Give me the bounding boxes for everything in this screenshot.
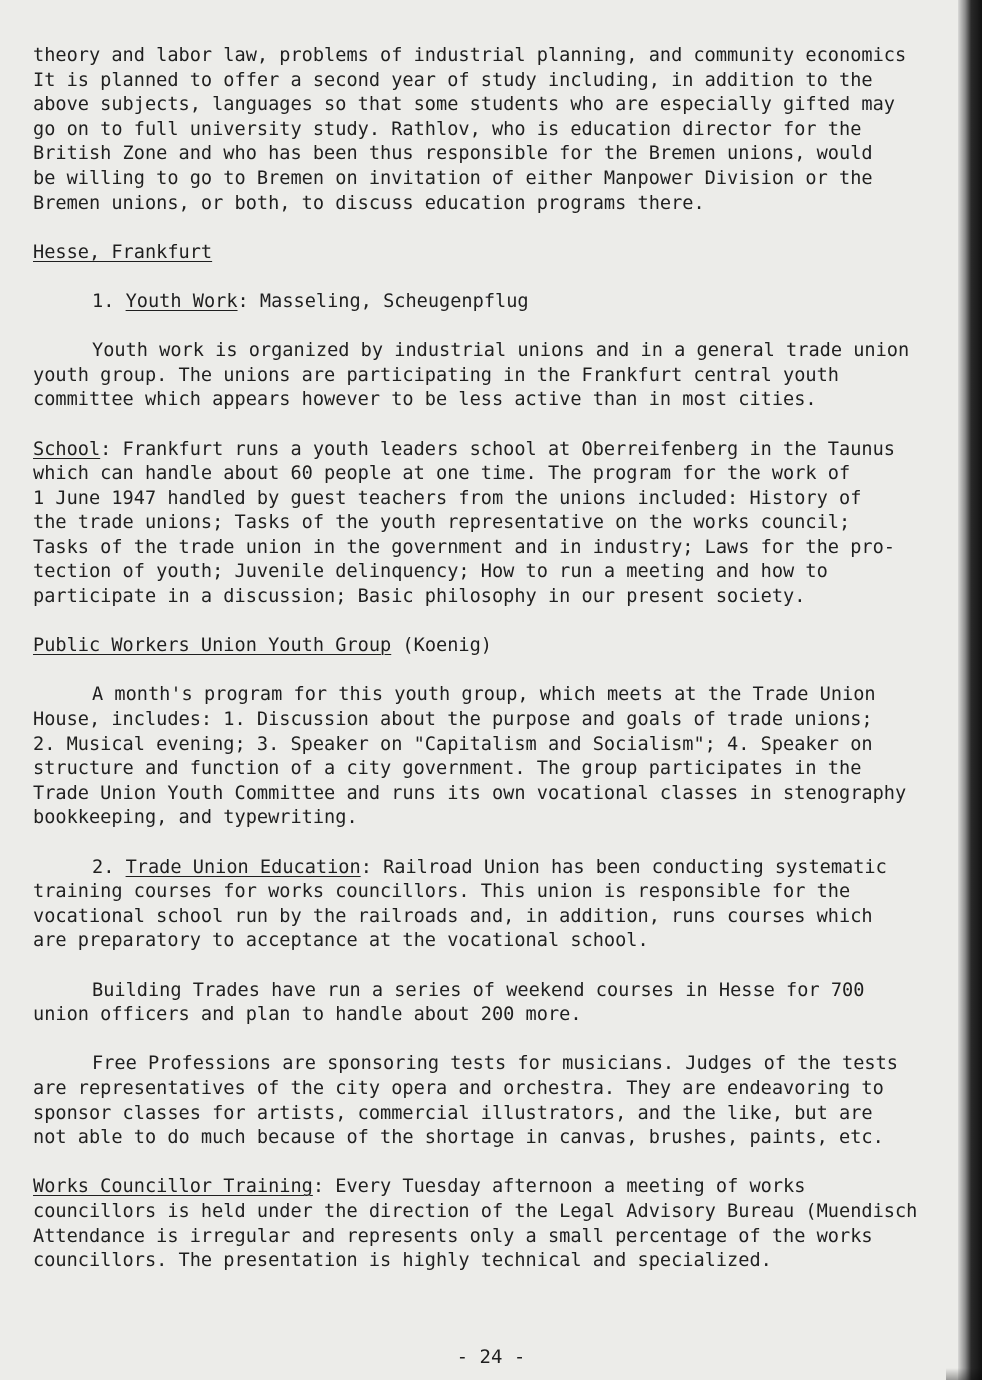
works-councillor-line-3: Attendance is irregular and represents only a small percentage of the works <box>33 1225 873 1247</box>
spacer <box>33 659 955 684</box>
intro-line-3: above subjects, languages so that some students who are especially gifted may <box>33 94 895 116</box>
section-heading: Hesse, Frankfurt <box>33 241 213 263</box>
works-councillor-line-2: councillors is held under the direction of the Legal Advisory Bureau (Muendisch <box>33 1200 918 1222</box>
free-professions-line-2: are representatives of the city opera and orchestra. They are endeavoring to <box>33 1077 884 1099</box>
spacer <box>33 1028 955 1053</box>
trade-union-education-line-4: are preparatory to acceptance at the vocational school. <box>33 930 649 952</box>
spacer <box>33 1151 955 1176</box>
spacer <box>33 315 955 340</box>
intro-line-4: go on to full university study. Rathlov, who is education director for the <box>33 118 862 140</box>
free-professions-line-4: not able to do much because of the shortage in canvas, brushes, paints, etc. <box>33 1127 884 1149</box>
trade-union-education-title: Trade Union Education <box>125 856 361 878</box>
works-councillor-line-1-text: : Every Tuesday afternoon a meeting of works <box>312 1176 806 1198</box>
school-line-1 <box>33 438 955 463</box>
works-councillor-line-1 <box>33 1175 955 1200</box>
public-workers-line-6: bookkeeping, and typewriting. <box>33 807 358 829</box>
public-workers-line-1: A month's program for this youth group, which meets at the Trade Union <box>92 684 876 706</box>
intro-line-5: British Zone and who has been thus responsible for the Bremen unions, would <box>33 143 873 165</box>
spacer <box>33 610 955 635</box>
intro-line-7: Bremen unions, or both, to discuss education programs there. <box>33 192 705 214</box>
trade-union-education-line-1-text: : Railroad Union has been conducting systematic <box>360 856 887 878</box>
spacer <box>33 216 955 241</box>
youth-work-heading <box>33 290 955 315</box>
free-professions-line-1: Free Professions are sponsoring tests for musicians. Judges of the tests <box>92 1053 898 1075</box>
spacer <box>33 954 955 979</box>
spacer <box>33 265 955 290</box>
building-trades-line-1: Building Trades have run a series of weekend courses in Hesse for 700 <box>92 979 865 1001</box>
page-number: - 24 - <box>456 1346 526 1368</box>
youth-work-line-1: Youth work is organized by industrial unions and in a general trade union <box>92 340 910 362</box>
intro-line-2: It is planned to offer a second year of study including, in addition to the <box>33 69 873 91</box>
public-workers-line-2: House, includes: 1. Discussion about the purpose and goals of trade unions; <box>33 709 873 731</box>
public-workers-leader: (Koenig) <box>391 635 492 657</box>
works-councillor-title: Works Councillor Training <box>33 1176 313 1198</box>
youth-work-number: 1. <box>92 290 126 312</box>
trade-union-education-number: 2. <box>92 856 126 878</box>
free-professions-line-3: sponsor classes for artists, commercial illustrators, and the like, but are <box>33 1102 873 1124</box>
school-line-4: the trade unions; Tasks of the youth representative on the works council; <box>33 512 851 534</box>
intro-line-1: theory and labor law, problems of industrial planning, and community economics <box>33 45 907 66</box>
school-line-6: tection of youth; Juvenile delinquency; How to run a meeting and how to <box>33 561 828 583</box>
school-line-2: which can handle about 60 people at one time. The program for the work of <box>33 463 851 485</box>
school-line-7: participate in a discussion; Basic philosophy in our present society. <box>33 586 806 608</box>
public-workers-line-3: 2. Musical evening; 3. Speaker on "Capitalism and Socialism"; 4. Speaker on <box>33 733 873 755</box>
school-line-3: 1 June 1947 handled by guest teachers from the unions included: History of <box>33 487 862 509</box>
youth-work-line-2: youth group. The unions are participating in the Frankfurt central youth <box>33 364 839 386</box>
school-label: School <box>33 438 101 460</box>
page-edge-shadow <box>958 0 982 1380</box>
spacer <box>33 413 955 438</box>
school-line-5: Tasks of the trade union in the government and in industry; Laws for the pro- <box>33 536 895 558</box>
youth-work-names: : Masseling, Scheugenpflug <box>237 290 529 312</box>
trade-union-education-line-1 <box>33 856 955 881</box>
youth-work-title: Youth Work <box>125 290 238 312</box>
public-workers-heading <box>33 634 955 659</box>
intro-line-6: be willing to go to Bremen on invitation of either Manpower Division or the <box>33 167 873 189</box>
page-text <box>33 44 955 1274</box>
public-workers-title: Public Workers Union Youth Group <box>33 635 392 657</box>
trade-union-education-line-2: training courses for works councillors. This union is responsible for the <box>33 881 851 903</box>
spacer <box>33 831 955 856</box>
school-line-1-text: : Frankfurt runs a youth leaders school at Oberreifenberg in the Taunus <box>100 438 895 460</box>
trade-union-education-line-3: vocational school run by the railroads and, in addition, runs courses which <box>33 905 873 927</box>
public-workers-line-5: Trade Union Youth Committee and runs its own vocational classes in stenography <box>33 782 907 804</box>
building-trades-line-2: union officers and plan to handle about 200 more. <box>33 1004 582 1026</box>
works-councillor-line-4: councillors. The presentation is highly technical and specialized. <box>33 1250 772 1272</box>
public-workers-line-4: structure and function of a city government. The group participates in the <box>33 758 862 780</box>
section-heading-line <box>33 241 955 266</box>
youth-work-line-3: committee which appears however to be less active than in most cities. <box>33 389 817 411</box>
page-corner-shadow <box>946 1368 982 1380</box>
